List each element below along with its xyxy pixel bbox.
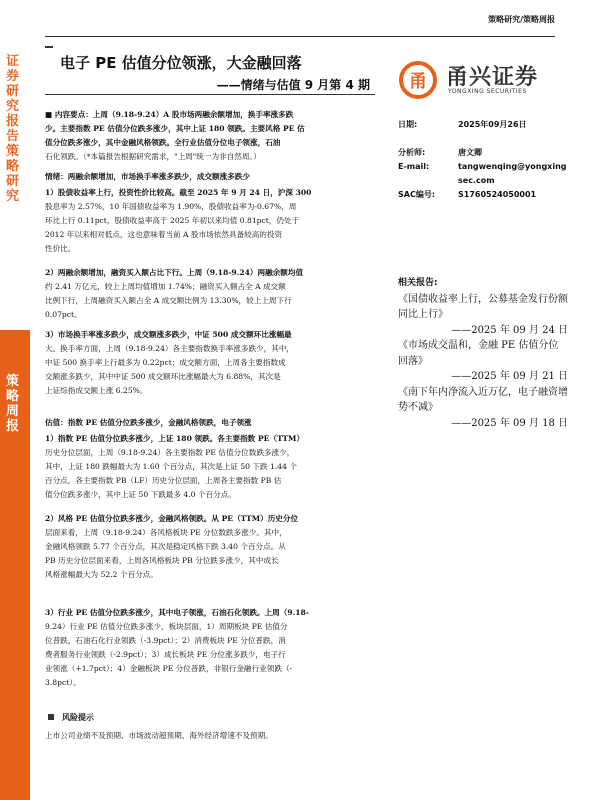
report-date: 2025年09月26日: [458, 120, 527, 129]
related-report-date: ——2025 年 09 月 18 日: [451, 417, 568, 429]
related-report-link[interactable]: 《国债收益率上行，公募基金发行份额同比上行》: [398, 293, 568, 320]
paragraph-line: 2）两融余额增加，融资买入额占比下行。上周（9.18-9.24）两融余额均值: [45, 268, 304, 277]
section-heading-valuation: 估值：指数 PE 估值分位跌多涨少，金融风格领跌，电子领涨: [45, 418, 252, 427]
paragraph-line: 其中，上证 180 跌幅最大为 1.60 个百分点，其次是上证 50 下跌 1.44 个: [45, 462, 297, 471]
analyst-email[interactable]: tangwenqing@yongxingsec.com: [458, 162, 567, 185]
paragraph-line: 大。换手率方面，上周（9.18-9.24）各主要指数换手率涨多跌少，其中，: [45, 344, 295, 353]
paragraph-line: 历史分位层面，上周（9.18-9.24）各主要指数 PE 估值分位数跌多涨少，: [45, 448, 295, 457]
paragraph-line: 中证 500 换手率上行最多为 0.22pct；成交额方面，上周各主要指数成: [45, 358, 286, 367]
logo-name: 甬兴证券: [446, 65, 539, 90]
logo-mark-icon: [398, 58, 442, 102]
paragraph-line: 1）指数 PE 估值分位跌多涨少，上证 180 领跌。各主要指数 PE（TTM）: [45, 434, 305, 443]
related-title: 相关报告:: [398, 278, 438, 288]
risk-bullet-icon: [48, 714, 54, 720]
header-tag: 策略研究/策略周报: [488, 15, 555, 24]
related-report-link[interactable]: 《南下年内净流入近万亿，电子融资增势不减》: [398, 386, 568, 413]
paragraph-line: 股息率为 2.57%，10 年国债收益率为 1.90%，股债收益率为-0.67%，周: [45, 202, 297, 211]
report-info: [398, 118, 568, 202]
summary-line: 值分位跌多涨少，其中金融风格领跌。全行业估值分位电子领涨，石油: [45, 138, 281, 147]
summary-line: 少。主要指数 PE 估值分位跌多涨少，其中上证 180 领跌。主要风格 PE 估: [45, 124, 305, 133]
page-subtitle: ——情绪与估值 9 月第 4 期: [216, 78, 370, 92]
summary-line: ■ 内容要点：上周（9.18-9.24）A 股市场两融余额增加，换手率涨多跌: [45, 110, 294, 119]
paragraph-line: 金融风格领跌 5.77 个百分点，其次是稳定风格下跌 3.40 个百分点。从: [45, 542, 286, 551]
paragraph-line: 费者服务行业领跌（-2.9pct）；3）成长板块 PE 分位涨多跌少，电子行: [45, 650, 286, 659]
sidebar-top-label: 证券研究报告 策略研究: [6, 54, 20, 204]
paragraph-line: PB 历史分位层面来看，上周各风格板块 PB 分位跌多涨少，其中成长: [45, 556, 279, 565]
paragraph-line: 上证综指成交额上涨 6.25%。: [45, 386, 148, 395]
paragraph-line: 层面来看，上周（9.18-9.24）各风格板块 PE 分位数跌多涨少。其中，: [45, 528, 287, 537]
related-report-date: ——2025 年 09 月 24 日: [451, 324, 568, 336]
paragraph-line: 3.8pct）。: [45, 678, 81, 687]
email-label: E-mail:: [398, 162, 430, 171]
analyst-name: 唐文卿: [458, 148, 482, 157]
paragraph-line: 百分点。各主要指数 PB（LF）历史分位层面，上周各主要指数 PB 估: [45, 476, 282, 485]
section-heading-sentiment: 情绪：两融余额增加，市场换手率涨多跌少，成交额涨多跌少: [45, 172, 251, 181]
related-report-date: ——2025 年 09 月 21 日: [451, 371, 568, 382]
paragraph-line: 比例下行，上周融资买入额占全 A 成交额比例为 13.30%，较上上周下行: [45, 296, 292, 305]
date-label: 日期:: [398, 120, 418, 129]
sidebar-orange-band: [0, 330, 30, 800]
paragraph-line: 1）股债收益率上行，投资性价比较高。截至 2025 年 9 月 24 日，沪深 300: [45, 188, 312, 197]
paragraph-line: 0.07pct。: [45, 310, 82, 319]
company-logo: [398, 58, 556, 102]
sac-number: S1760524050001: [458, 190, 537, 199]
paragraph-line: 性价比。: [45, 244, 76, 253]
sidebar-bottom-label: 策略周报: [6, 374, 20, 434]
paragraph-line: 2012 年以来相对低点，这也意味着当前 A 股市场依然具备较高的投资: [45, 230, 283, 239]
analyst-label: 分析师:: [398, 148, 426, 157]
paragraph-line: 3）行业 PE 估值分位跌多涨少，其中电子领涨，石油石化领跌。上周（9.18-: [45, 608, 309, 617]
logo-sub: YONGXING SECURITIES: [448, 88, 527, 95]
related-report-link[interactable]: 《市场成交温和，金融 PE 估值分位回落》: [398, 340, 559, 367]
logo-mark-text: 甬: [409, 71, 427, 92]
risk-heading: 风险提示: [62, 713, 94, 722]
paragraph-line: 3）市场换手率涨多跌少，成交额涨多跌少，中证 500 成交额环比涨幅最: [45, 330, 292, 339]
paragraph-line: 位普跌，石油石化行业领跌（-3.9pct）；2）消费板块 PE 分位普跌，消: [45, 636, 286, 645]
paragraph-line: 9.24）行业 PE 估值分位跌多涨少，板块层面，1）周期板块 PE 估值分: [45, 622, 288, 631]
title-rule: [45, 94, 375, 95]
paragraph-line: 环比上行 0.11pct，股债收益率高于 2025 年初以来均值 0.81pct，仍处于: [45, 216, 300, 225]
paragraph-line: 约 2.41 万亿元，较上上周均值增加 1.74%；融资买入额占全 A 成交额: [45, 282, 286, 291]
paragraph-line: 业领涨（+1.7pct）；4）金融板块 PE 分位普跌，非银行金融行业领跌（-: [45, 664, 293, 673]
page-title: 电子 PE 估值分位领涨，大金融回落: [60, 54, 302, 72]
risk-text: 上市公司业绩不及预期、市场波动超预期、海外经济增速不及预期。: [45, 731, 273, 740]
top-rule: [45, 36, 555, 37]
sidebar-top: [0, 40, 30, 330]
paragraph-line: 值分位跌多涨少，其中上证 50 下跌最多 4.0 个百分点。: [45, 490, 236, 499]
sac-label: SAC编号:: [398, 190, 436, 199]
paragraph-line: 2）风格 PE 估值分位跌多涨少，金融风格领跌。从 PE（TTM）历史分位: [45, 514, 299, 523]
paragraph-line: 风格涨幅最大为 52.2 个百分点。: [45, 570, 158, 579]
related-reports: [398, 276, 568, 431]
paragraph-line: 交额涨多跌少，其中中证 500 成交额环比涨幅最大为 6.88%，其次是: [45, 372, 281, 381]
report-body: [45, 108, 373, 708]
top-dash: [45, 46, 53, 48]
summary-line: 石化领跌。（*本篇报告根据研究需求，"上周"统一为非自然周。）: [45, 152, 261, 161]
